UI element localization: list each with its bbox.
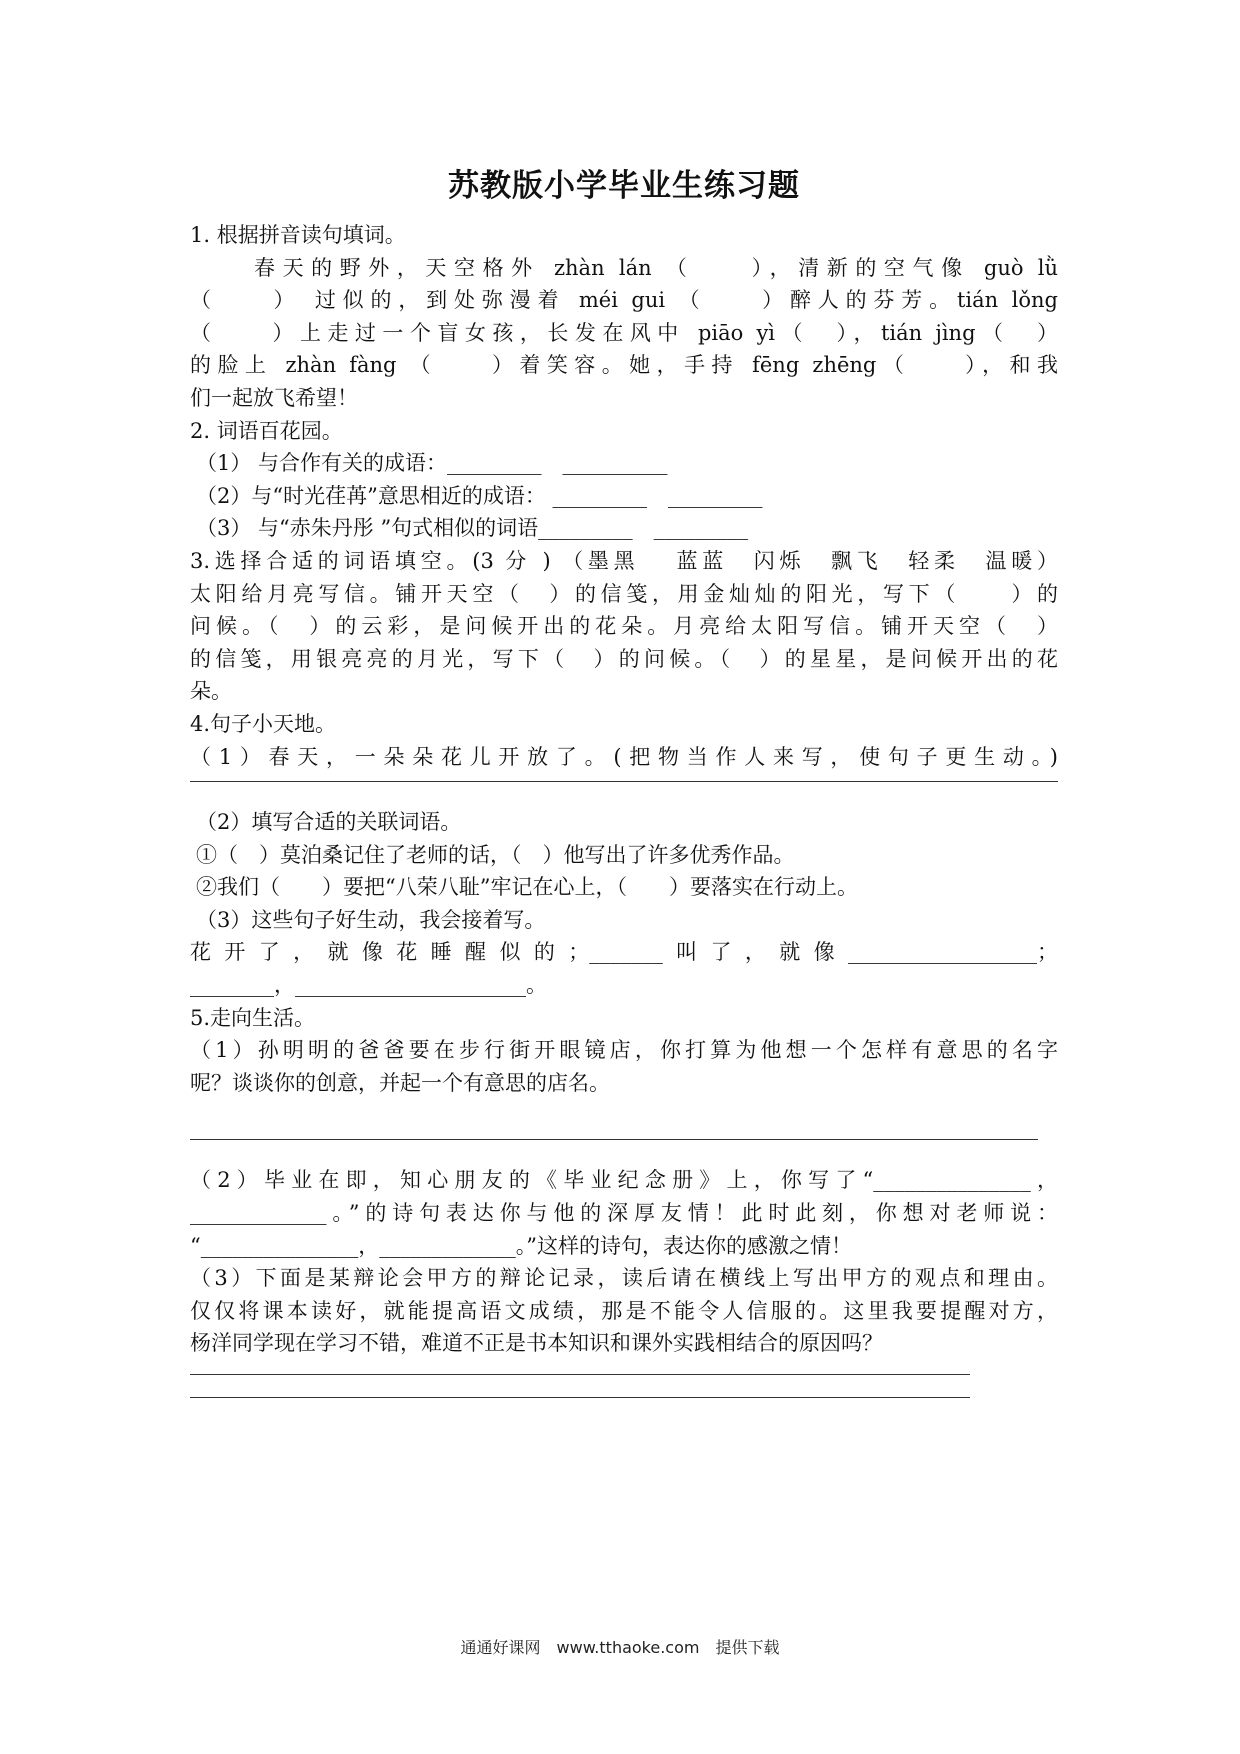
q3-line-4: 朵。	[190, 679, 232, 704]
q4-item-3-line-2: ________，______________________。	[190, 973, 547, 998]
q4-item-3: （3）这些句子好生动，我会接着写。	[196, 907, 546, 932]
q1-line-1: 春天的野外，天空格外 zhàn lán （ ），清新的空气像 guò lǜ	[254, 255, 1058, 280]
q1-line-3: （ ）上走过一个盲女孩，长发在风中 piāo yì（ ），tián jìng（ ）	[190, 320, 1058, 345]
q5-item-3-line-2: 仅仅将课本读好，就能提高语文成绩，那是不能令人信服的。这里我要提醒对方，	[190, 1298, 1058, 1323]
q3-line-2: 问候。（ ）的云彩，是问候开出的花朵。月亮给太阳写信。铺开天空（ ）	[190, 614, 1058, 639]
q5-item-3-answer-line-2	[190, 1397, 970, 1398]
q2-heading: 2. 词语百花园。	[190, 418, 343, 443]
q3-line-3: 的信笺，用银亮亮的月光，写下（ ）的问候。（ ）的星星，是问候开出的花	[190, 646, 1058, 671]
blank-space	[190, 1099, 1058, 1131]
q1-heading: 1. 根据拼音读句填词。	[190, 223, 406, 247]
q2-item-1: （1） 与合作有关的成语：_________ __________	[196, 451, 668, 476]
q4-answer-line	[190, 781, 1058, 782]
q1-line-4: 的脸上 zhàn fàng （ ）着笑容。她，手持 fēng zhēng（ ），和我	[190, 353, 1058, 378]
page-footer: 通通好课网 www.tthaoke.com 提供下载	[460, 1638, 780, 1657]
q4-item-3-line-1: 花开了，就像花睡醒似的；_______叫了，就像__________________；	[190, 940, 1058, 965]
q1-line-2: （ ） 过似的，到处弥漫着 méi gui （ ）醉人的芬芳。tián lǒng	[190, 288, 1058, 313]
q5-item-3-line-1: （3）下面是某辩论会甲方的辩论记录，读后请在横线上写出甲方的观点和理由。	[190, 1266, 1058, 1291]
q5-item-2-line-1: （2）毕业在即，知心朋友的《毕业纪念册》上，你写了“_______________，	[190, 1168, 1058, 1193]
q5-item-1-line-2: 呢？谈谈你的创意，并起一个有意思的店名。	[190, 1070, 610, 1095]
q5-item-1-line-1: （1）孙明明的爸爸要在步行街开眼镜店，你打算为他想一个怎样有意思的名字	[190, 1038, 1058, 1063]
q5-item-2-line-3: “_______________，_____________。”这样的诗句，表达你的感激之情！	[190, 1233, 852, 1258]
q4-heading: 4.句子小天地。	[190, 711, 337, 736]
page-title: 苏教版小学毕业生练习题	[448, 168, 800, 204]
q3-line-1: 太阳给月亮写信。铺开天空（ ）的信笺，用金灿灿的阳光，写下（ ）的	[190, 581, 1058, 606]
q5-item-2-line-2: _____________。”的诗句表达你与他的深厚友情！此时此刻，你想对老师说：	[190, 1201, 1058, 1226]
q4-item-2: （2）填写合适的关联词语。	[196, 810, 462, 835]
q3-heading: 3.选择合适的词语填空。(3 分 ) （墨黑 蓝蓝 闪烁 飘飞 轻柔 温暖）	[190, 548, 1058, 573]
q5-item-3-line-3: 杨洋同学现在学习不错，难道不正是书本知识和课外实践相结合的原因吗？	[190, 1331, 883, 1356]
q2-item-2: （2）与“时光荏苒”意思相近的成语： _________ _________	[196, 483, 763, 508]
q4-item-2-b: ②我们（ ）要把“八荣八耻”牢记在心上，（ ）要落实在行动上。	[196, 875, 858, 900]
q5-item-1-answer-line	[190, 1139, 1038, 1140]
q4-item-2-a: ①（ ）莫泊桑记住了老师的话，（ ）他写出了许多优秀作品。	[196, 842, 795, 867]
q1-line-5: 们一起放飞希望！	[190, 385, 358, 410]
q2-item-3: （3） 与“赤朱丹彤 ”句式相似的词语_________ _________	[196, 516, 749, 541]
q5-heading: 5.走向生活。	[190, 1005, 316, 1030]
q5-item-3-answer-line-1	[190, 1374, 970, 1375]
q4-item-1: （1）春天，一朵朵花儿开放了。(把物当作人来写，使句子更生动。)	[190, 744, 1058, 769]
document-body	[190, 160, 1058, 1420]
